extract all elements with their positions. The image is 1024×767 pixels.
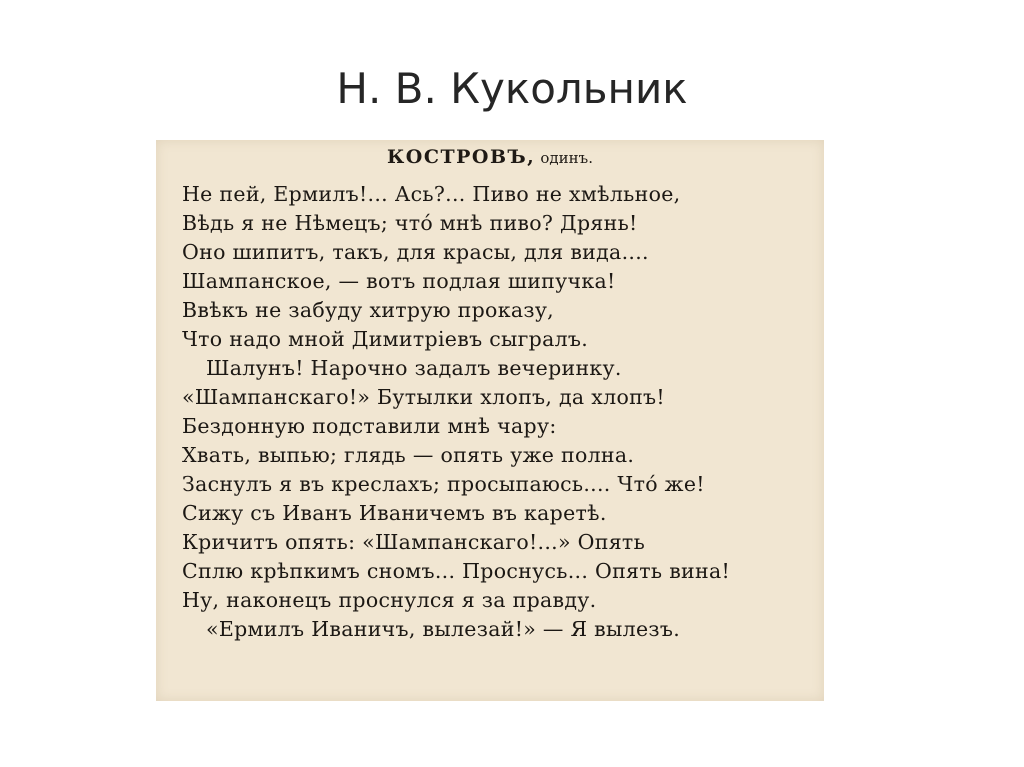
verse-line: Шампанское, — вотъ подлая шипучка! — [182, 269, 616, 293]
verse-line: Ну, наконецъ проснулся я за правду. — [182, 588, 597, 612]
verse-line: Не пей, Ермилъ!... Ась?... Пиво не хмѣльное, — [182, 182, 681, 206]
verse-line: Оно шипитъ, такъ, для красы, для вида.... — [182, 240, 649, 264]
stage-note: одинъ. — [540, 149, 593, 167]
verse-line: «Ермилъ Иваничъ, вылезай!» — Я вылезъ. — [206, 617, 681, 641]
verse-line: «Шампанскаго!» Бутылки хлопъ, да хлопъ! — [182, 385, 665, 409]
verse-line: Сплю крѣпкимъ сномъ... Проснусь... Опять вина! — [182, 559, 731, 583]
verse-line: Заснулъ я въ креслахъ; просыпаюсь.... Что́ же! — [182, 472, 705, 496]
verse-lines — [182, 180, 822, 644]
verse-line: Сижу съ Иванъ Иваничемъ въ каретѣ. — [182, 501, 607, 525]
verse-line: Бездонную подставили мнѣ чару: — [182, 414, 557, 438]
verse-line: Хвать, выпью; глядь — опять уже полна. — [182, 443, 635, 467]
verse-line: Кричитъ опять: «Шампанскаго!...» Опять — [182, 530, 646, 554]
slide-title: Н. В. Кукольник — [336, 64, 688, 113]
scan-heading — [156, 146, 824, 168]
verse-line: Что надо мной Димитріевъ сыгралъ. — [182, 327, 589, 351]
scanned-page-image — [156, 140, 824, 701]
verse-line: Ввѣкъ не забуду хитрую проказу, — [182, 298, 554, 322]
character-name: КОСТРОВЪ, — [387, 146, 536, 168]
verse-line: Шалунъ! Нарочно задалъ вечеринку. — [206, 356, 622, 380]
verse-line: Вѣдь я не Нѣмецъ; что́ мнѣ пиво? Дрянь! — [182, 211, 638, 235]
